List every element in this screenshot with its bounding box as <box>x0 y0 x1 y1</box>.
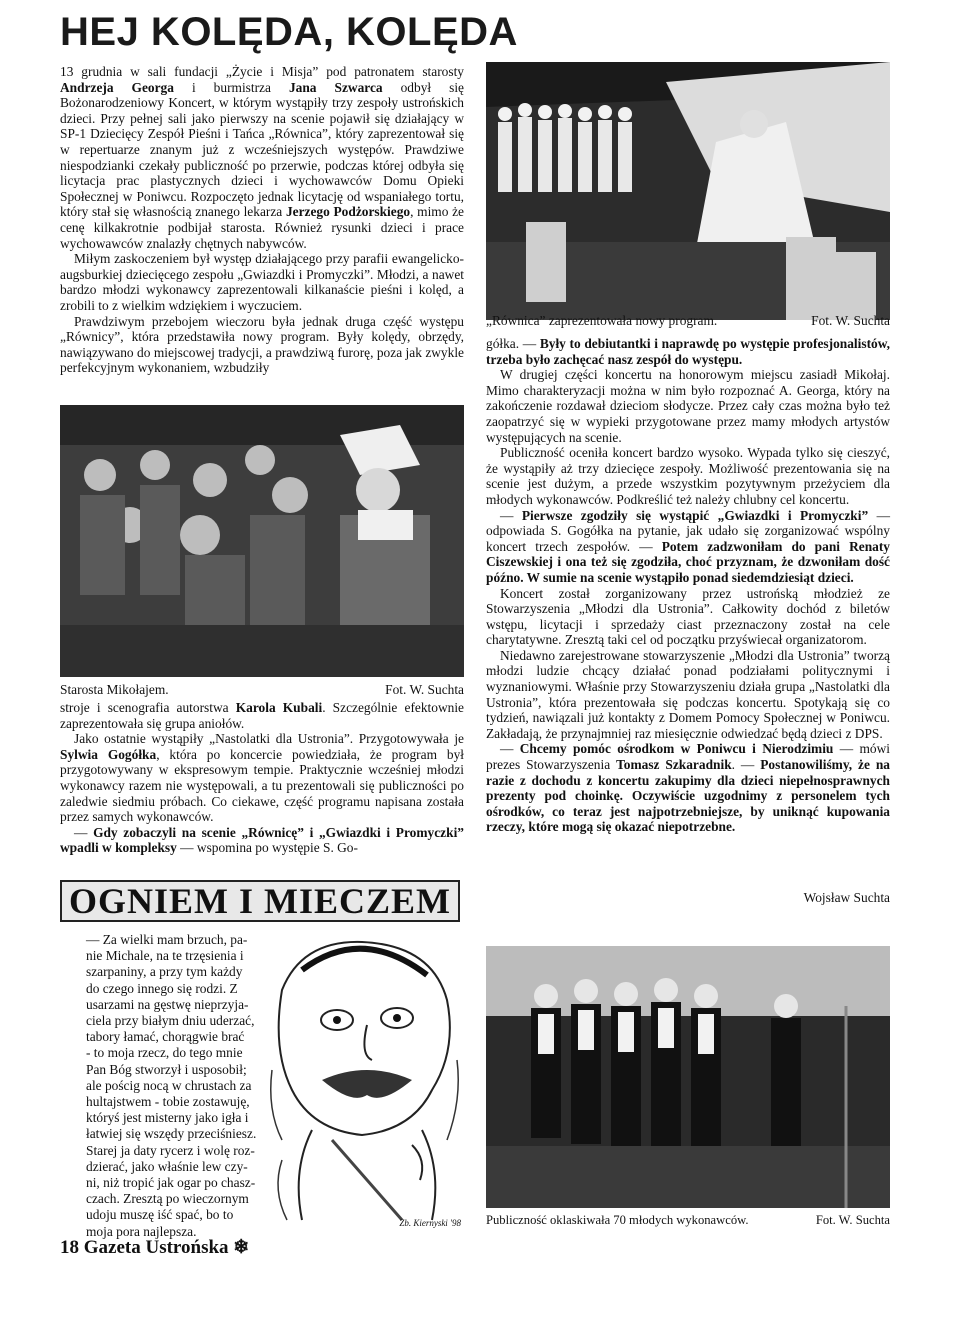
excerpt-text <box>86 932 256 1240</box>
article-author: Wojsław Suchta <box>803 890 890 905</box>
excerpt-line: któryś jest misterny jako igła i <box>86 1110 249 1126</box>
excerpt-line: udoju muszę iść spać, bo to <box>86 1207 234 1223</box>
left-column-paragraph: 13 grudnia w sali fundacji „Życie i Misja” pod patronatem starosty Andrzeja Georga i burmistrza Jana Szwarca odbył się Bożonarodzeniowy Koncert, w którym wystąpiły trzy zespoły ustrońskich dzieci. Przy pełnej sali jako pierwszy na scenie pojawił się działający w SP-1 Dziecięcy Zespół Pieśni i Tańca „Równica”, który zaprezentował się w repertuarze znanym już z wcześniejszych występów. Prawdziwe niespodzianki czekały publiczność po przerwie, podczas której odbyła się licytacja prac plastycznych dzieci i wychowawców Domu Opieki Społecznej w Poniwcu. Rozpoczęto jednak licytację od wspaniałego tortu, który stał się własnością znanego lekarza Jerzego Podżorskiego, mimo że cenę kilkakrotnie podbijał starosta. Również rysunki dzieci i prace wychowawców znalazły chętnych nabywców. <box>60 64 464 251</box>
right-column-paragraph: Koncert został zorganizowany przez ustrońską młodzież ze Stowarzyszenia „Młodzi dla Ustronia”. Całkowity dochód z biletów wstępu, licytacji i sprzedaży ciast przeznaczony został na cele charytatywne. Zresztą taki cel od początku przyświecał organizatorom. <box>486 585 890 648</box>
caption-choir-credit: Fot. W. Suchta <box>815 1213 890 1227</box>
excerpt-line: Pan Bóg stworzył i usposobił; <box>86 1061 247 1077</box>
photo-choir <box>486 946 890 1208</box>
caption-choir-text: Publiczność oklaskiwała 70 młodych wykonawców. <box>486 1213 749 1227</box>
left-column-paragraph: Miłym zaskoczeniem był występ działającego przy parafii ewangelicko-augsburkiej dziecięcego zespołu „Gwiazdki i Promyczki”. Młodzi, a nawet bardzo młodzi wykonawcy zaprezentowali kilkanaście pieśni i kolęd, a zrobili to z wielkim wdziękiem i wyczuciem. <box>60 251 464 313</box>
excerpt-line: ale pościg nocą w chrustach za <box>86 1077 252 1093</box>
excerpt-line: ciela przy białym dniu uderzać, <box>86 1013 255 1029</box>
excerpt-line: dzierać, jako właśnie lew czy- <box>86 1158 248 1174</box>
caption-stage-text: „Równica” zaprezentowała nowy program. <box>486 313 718 328</box>
caption-santa <box>60 682 464 698</box>
caricature-drawing <box>262 930 467 1226</box>
excerpt-line: szarpaniny, a przy tym każdy <box>86 964 243 980</box>
photo-stage <box>486 62 890 320</box>
page-footer: 18 Gazeta Ustrońska ❄ <box>60 1237 250 1258</box>
article-right-column <box>486 336 890 835</box>
left-column-continued-paragraph: — Gdy zobaczyli na scenie „Równicę” i „Gwiazdki i Promyczki” wpadli w kompleksy — wspomina po występie S. Go- <box>60 824 464 856</box>
right-column-paragraph: W drugiej części koncertu na honorowym miejscu zasiadł Mikołaj. Mimo charakteryzacji można w nim było rozpoznać A. Georga, który na zakończenie rozdawał dzieciom słodycze. Przez cały czas można było też zaopatrzyć się w wypieki przygotowane przez mamy młodych artystów występujących na scenie. <box>486 367 890 445</box>
left-column-continued-paragraph: Jako ostatnie wystąpiły „Nastolatki dla Ustronia”. Przygotowywała je Sylwia Gogółka, która po koncercie powiedziała, że program był przygotowywany w ekspresowym tempie. Praktycznie wcześniej młodzi wykonawcy razem nie występowali, a tu prezentowali się publiczności po zaledwie siedmiu próbach. Co ciekawe, część programu napisana została przez samych wykonawców. <box>60 731 464 825</box>
excerpt-line: — Za wielki mam brzuch, pa- <box>86 932 248 947</box>
excerpt-line: usarzami na gęstwę nieprzyja- <box>86 996 249 1012</box>
excerpt-line: łatwiej się wszędy przeciśniesz. <box>86 1126 257 1142</box>
right-column-paragraph: — Pierwsze zgodziły się wystąpić „Gwiazdki i Promyczki” — odpowiada S. Gogółka na pytanie, jak udało się zorganizować wspólny koncert trzech zespołów. — Potem zadzwoniłam do pani Renaty Ciszewskiej i ona też się zgodziła, choć przyznam, że dzwoniłam dość późno. W sumie na scenie wystąpiło ponad siedemdziesiąt dzieci. <box>486 507 890 585</box>
caption-stage <box>486 313 890 329</box>
right-column-paragraph: Publiczność oceniła koncert bardzo wysoko. Wypada tylko się cieszyć, że wystąpiły aż trzy dziecięce zespoły. Możliwość prezentowania się na scenie jest dużym, a przede wszystkim pozytywnym przeżyciem dla młodych wykonawców. Podkreślić też należy chlubny cel koncertu. <box>486 445 890 507</box>
caption-santa-credit: Fot. W. Suchta <box>385 682 464 697</box>
excerpt-line: tabory łamać, chorągwie brać <box>86 1029 245 1045</box>
excerpt-line: nie Michale, na te trzęsienia i <box>86 948 244 964</box>
caption-santa-text: Starosta Mikołajem. <box>60 682 169 697</box>
caption-choir <box>486 1212 890 1228</box>
excerpt-line: ni, niż tropić jak ogar po chasz- <box>86 1175 256 1191</box>
headline: HEJ KOLĘDA, KOLĘDA <box>60 10 518 54</box>
right-column-paragraph: Niedawno zarejestrowane stowarzyszenie „Młodzi dla Ustronia” tworzą młodzi ludzie chcący działać ponad podziałami politycznymi i wyznaniowymi. Właśnie przy Stowarzyszeniu działa grupa „Nastolatki dla Ustronia”, która prezentowała się podczas koncertu. Spotykają się co tydzień, nawiązali już kontakty z Domem Pomocy Społecznej w Poniwcu. Zakładają, że przynajmniej raz miesięcznie odwiedzać będą dzieci z DPS. <box>486 647 890 741</box>
excerpt-line: Starej ja daty rycerz i wolę roz- <box>86 1142 255 1158</box>
article-left-column-continued <box>60 700 464 856</box>
excerpt-line: czach. Zresztą po wieczornym <box>86 1191 249 1207</box>
excerpt-line: do czego innego się rodzi. Z <box>86 980 238 996</box>
excerpt-line: moja pora najlepsza. <box>86 1223 197 1239</box>
section-banner: OGNIEM I MIECZEM <box>60 880 460 922</box>
photo-santa <box>60 405 464 677</box>
article-left-column <box>60 64 464 376</box>
left-column-paragraph: Prawdziwym przebojem wieczoru była jednak druga część występu „Równicy”, która przedstawiła nowy program. Były kolędy, obrzędy, nawiązywano do miejscowej tradycji, a prawdziwą furorę, poza jak zwykle perfekcyjnym wykonaniem, wzbudziły <box>60 313 464 376</box>
drawing-signature: Zb. Kiernyski '98 <box>399 1218 461 1228</box>
excerpt-line: - to moja rzecz, do tego mnie <box>86 1045 243 1061</box>
caption-stage-credit: Fot. W. Suchta <box>811 313 890 328</box>
excerpt-line: hultajstwem - tobie zostawuję, <box>86 1094 250 1110</box>
left-column-continued-paragraph: stroje i scenografia autorstwa Karola Kubali. Szczególnie efektownie zaprezentowała się grupa aniołów. <box>60 700 464 731</box>
right-column-paragraph: gółka. — Były to debiutantki i naprawdę po występie profesjonalistów, trzeba było zachęcać nasz zespół do występu. <box>486 336 890 367</box>
right-column-paragraph: — Chcemy pomóc ośrodkom w Poniwcu i Nierodzimiu — mówi prezes Stowarzyszenia Tomasz Szkaradnik. — Postanowiliśmy, że na razie z dochodu z koncertu zakupimy dla dzieci niepełnosprawnych prezenty pod choinkę. Oczywiście uzgodnimy z personelem tych ośrodków, co teraz jest najpotrzebniejsze, by uniknąć kupowania rzeczy, które mogą się okazać niepotrzebne. <box>486 741 890 835</box>
